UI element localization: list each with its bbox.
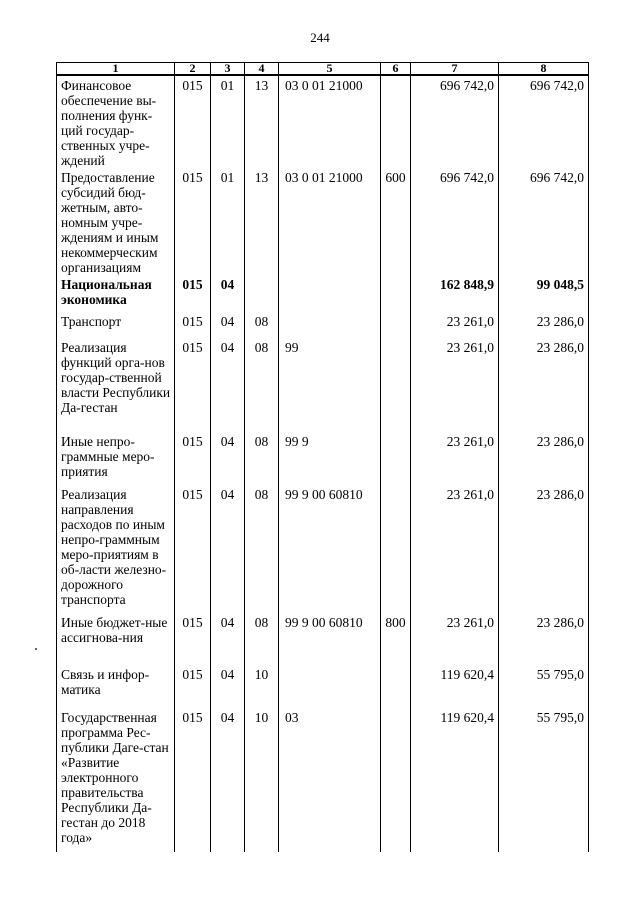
row-expense-type xyxy=(381,312,411,338)
row-target-item: 03 0 01 21000 xyxy=(279,75,381,168)
row-expense-type xyxy=(381,275,411,312)
table-row xyxy=(57,485,589,613)
column-header-7: 7 xyxy=(411,63,499,76)
row-ministry-code: 015 xyxy=(175,168,211,275)
row-amount-2: 55 795,0 xyxy=(499,708,589,852)
row-target-item xyxy=(279,275,381,312)
row-target-item: 99 9 xyxy=(279,432,381,485)
table-row xyxy=(57,168,589,275)
row-expense-type xyxy=(381,665,411,708)
table-row xyxy=(57,75,589,168)
row-target-item xyxy=(279,665,381,708)
row-ministry-code: 015 xyxy=(175,665,211,708)
row-target-item: 03 0 01 21000 xyxy=(279,168,381,275)
page-number: 244 xyxy=(310,30,330,45)
row-amount-1: 696 742,0 xyxy=(411,168,499,275)
row-ministry-code: 015 xyxy=(175,338,211,432)
row-amount-1: 23 261,0 xyxy=(411,485,499,613)
table-header-row xyxy=(57,63,589,76)
row-ministry-code: 015 xyxy=(175,485,211,613)
row-name: Иные бюджет-ные ассигнова-ния xyxy=(57,613,175,665)
row-amount-2: 23 286,0 xyxy=(499,312,589,338)
row-target-item xyxy=(279,312,381,338)
row-name: Транспорт xyxy=(57,312,175,338)
row-target-item: 99 xyxy=(279,338,381,432)
row-target-item: 99 9 00 60810 xyxy=(279,485,381,613)
row-amount-2: 99 048,5 xyxy=(499,275,589,312)
row-subsection-code: 08 xyxy=(245,432,279,485)
row-amount-2: 55 795,0 xyxy=(499,665,589,708)
row-expense-type xyxy=(381,708,411,852)
table-row xyxy=(57,708,589,852)
row-section-code: 01 xyxy=(211,75,245,168)
column-header-4: 4 xyxy=(245,63,279,76)
row-name: Иные непро-граммные меро-приятия xyxy=(57,432,175,485)
column-header-6: 6 xyxy=(381,63,411,76)
row-amount-2: 696 742,0 xyxy=(499,75,589,168)
row-ministry-code: 015 xyxy=(175,708,211,852)
row-amount-1: 23 261,0 xyxy=(411,613,499,665)
row-subsection-code: 10 xyxy=(245,708,279,852)
row-section-code: 04 xyxy=(211,275,245,312)
row-amount-2: 23 286,0 xyxy=(499,338,589,432)
row-section-code: 04 xyxy=(211,312,245,338)
row-subsection-code: 13 xyxy=(245,75,279,168)
row-subsection-code: 08 xyxy=(245,613,279,665)
table-row xyxy=(57,665,589,708)
row-amount-2: 696 742,0 xyxy=(499,168,589,275)
row-amount-2: 23 286,0 xyxy=(499,485,589,613)
row-ministry-code: 015 xyxy=(175,275,211,312)
row-amount-1: 23 261,0 xyxy=(411,338,499,432)
row-section-code: 04 xyxy=(211,665,245,708)
column-header-8: 8 xyxy=(499,63,589,76)
table-row xyxy=(57,275,589,312)
table-row xyxy=(57,432,589,485)
row-name: Национальная экономика xyxy=(57,275,175,312)
row-amount-2: 23 286,0 xyxy=(499,432,589,485)
row-name: Связь и инфор-матика xyxy=(57,665,175,708)
column-header-2: 2 xyxy=(175,63,211,76)
row-ministry-code: 015 xyxy=(175,613,211,665)
row-amount-1: 23 261,0 xyxy=(411,432,499,485)
row-section-code: 01 xyxy=(211,168,245,275)
row-expense-type xyxy=(381,338,411,432)
row-amount-1: 696 742,0 xyxy=(411,75,499,168)
row-name: Реализация направления расходов по иным непро-граммным меро-приятиям в об-ласти железно-дорожного транспорта xyxy=(57,485,175,613)
row-expense-type: 600 xyxy=(381,168,411,275)
row-expense-type: 800 xyxy=(381,613,411,665)
row-section-code: 04 xyxy=(211,485,245,613)
row-name: Реализация функций орга-нов государ-ственной власти Республики Да-гестан xyxy=(57,338,175,432)
row-section-code: 04 xyxy=(211,432,245,485)
row-section-code: 04 xyxy=(211,708,245,852)
budget-table xyxy=(56,62,589,852)
row-amount-1: 119 620,4 xyxy=(411,665,499,708)
row-name: Государственная программа Рес-публики Даге-стан «Развитие электронного правительства Республики Да-гестан до 2018 года» xyxy=(57,708,175,852)
column-header-3: 3 xyxy=(211,63,245,76)
row-ministry-code: 015 xyxy=(175,75,211,168)
table-row xyxy=(57,312,589,338)
table-row xyxy=(57,338,589,432)
row-subsection-code xyxy=(245,275,279,312)
row-amount-1: 119 620,4 xyxy=(411,708,499,852)
row-name: Предоставление субсидий бюд-жетным, авто-номным учре-ждениям и иным некоммерческим организациям xyxy=(57,168,175,275)
row-amount-1: 23 261,0 xyxy=(411,312,499,338)
row-subsection-code: 08 xyxy=(245,485,279,613)
scan-speck xyxy=(35,648,37,650)
row-name: Финансовое обеспечение вы-полнения функ-ций государ-ственных учре-ждений xyxy=(57,75,175,168)
row-subsection-code: 08 xyxy=(245,338,279,432)
row-section-code: 04 xyxy=(211,338,245,432)
row-target-item: 03 xyxy=(279,708,381,852)
row-subsection-code: 10 xyxy=(245,665,279,708)
row-expense-type xyxy=(381,432,411,485)
row-amount-1: 162 848,9 xyxy=(411,275,499,312)
row-subsection-code: 08 xyxy=(245,312,279,338)
row-target-item: 99 9 00 60810 xyxy=(279,613,381,665)
row-expense-type xyxy=(381,485,411,613)
row-subsection-code: 13 xyxy=(245,168,279,275)
column-header-5: 5 xyxy=(279,63,381,76)
table-row xyxy=(57,613,589,665)
column-header-1: 1 xyxy=(57,63,175,76)
row-expense-type xyxy=(381,75,411,168)
row-ministry-code: 015 xyxy=(175,432,211,485)
row-ministry-code: 015 xyxy=(175,312,211,338)
row-amount-2: 23 286,0 xyxy=(499,613,589,665)
row-section-code: 04 xyxy=(211,613,245,665)
